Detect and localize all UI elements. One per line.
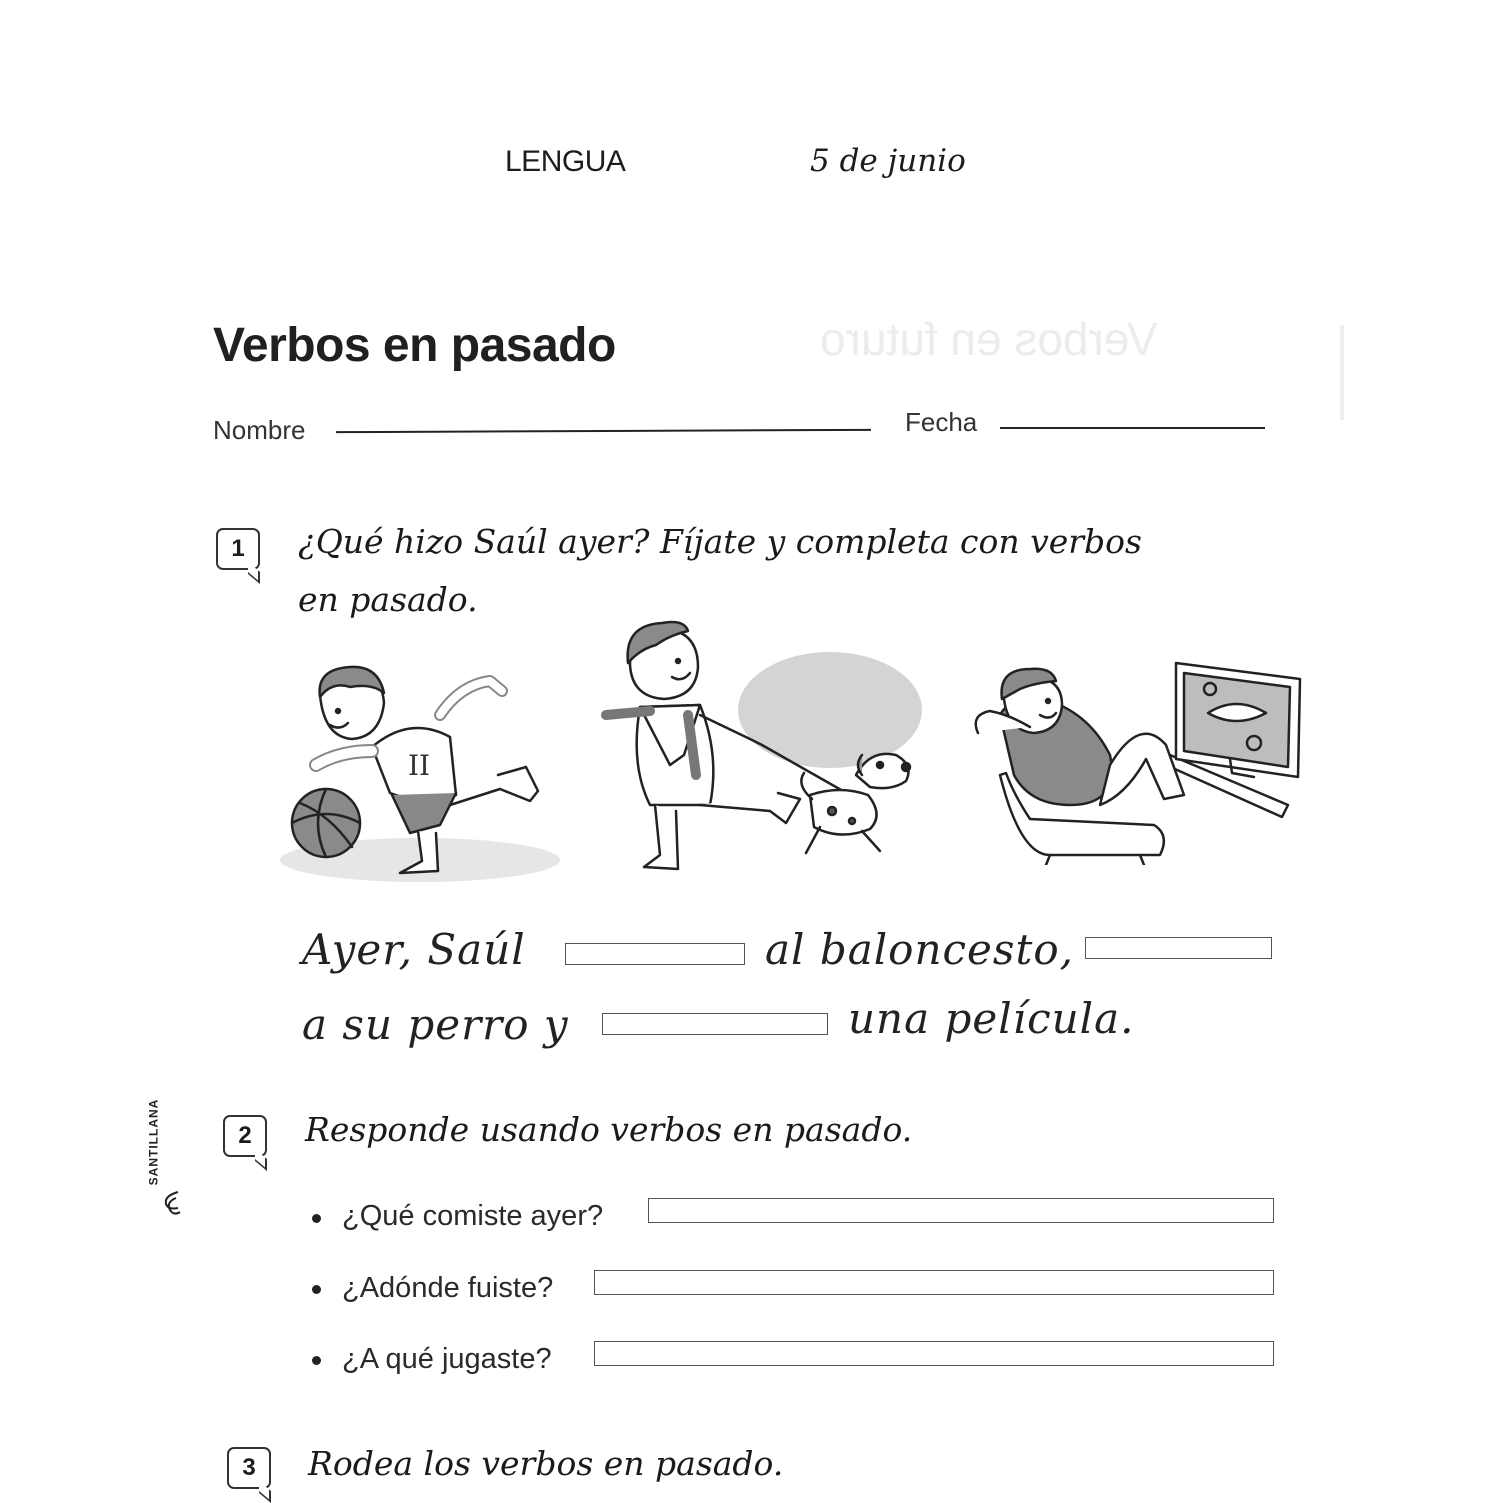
bleed-through-mark [1340,325,1344,420]
exercise-2-instruction: Responde usando verbos en pasado. [305,1110,913,1149]
exercise-number: 1 [231,535,245,562]
worksheet-title: Verbos en pasado [213,319,616,372]
question-3: ¿A qué jugaste? [342,1343,552,1375]
date-field[interactable] [1000,427,1265,429]
answer-box-3[interactable] [602,1013,828,1035]
answer-line-2[interactable] [594,1270,1274,1295]
exercise-3-instruction: Rodea los verbos en pasado. [308,1444,784,1483]
name-field[interactable] [336,429,871,433]
answer-box-2[interactable] [1085,937,1272,959]
exercise-number: 3 [242,1454,256,1481]
svg-text:II: II [408,749,431,782]
exercise-2-badge [223,1115,267,1157]
dog-walking-illustration [600,615,930,885]
question-2: ¿Adónde fuiste? [342,1272,554,1304]
tv-watching-illustration [970,655,1310,865]
date-label: Fecha [905,407,978,437]
handwritten-date: 5 de junio [810,143,966,179]
publisher-logo-icon [160,1188,182,1218]
exercise-1-instruction-line2: en pasado. [298,580,478,619]
sentence-part-4: una película. [848,994,1135,1043]
exercise-1-instruction-line1: ¿Qué hizo Saúl ayer? Fíjate y completa con verbos [298,522,1142,561]
bullet-icon [312,1356,321,1365]
question-1: ¿Qué comiste ayer? [342,1200,604,1232]
exercise-3-badge [227,1447,271,1489]
bleed-through-text: Verbos en futuro [820,313,1158,365]
sentence-part-1: Ayer, Saúl [302,925,526,974]
subject-heading: LENGUA [505,145,626,178]
answer-line-1[interactable] [648,1198,1274,1223]
bullet-icon [312,1214,321,1223]
exercise-1-badge [216,528,260,570]
name-label: Nombre [213,415,306,445]
bullet-icon [312,1285,321,1294]
answer-box-1[interactable] [565,943,745,965]
sentence-part-2: al baloncesto, [765,925,1074,974]
basketball-illustration [280,655,560,885]
exercise-number: 2 [238,1122,252,1149]
publisher-name: SANTILLANA [146,1098,161,1186]
answer-line-3[interactable] [594,1341,1274,1366]
sentence-part-3: a su perro y [302,1000,569,1049]
